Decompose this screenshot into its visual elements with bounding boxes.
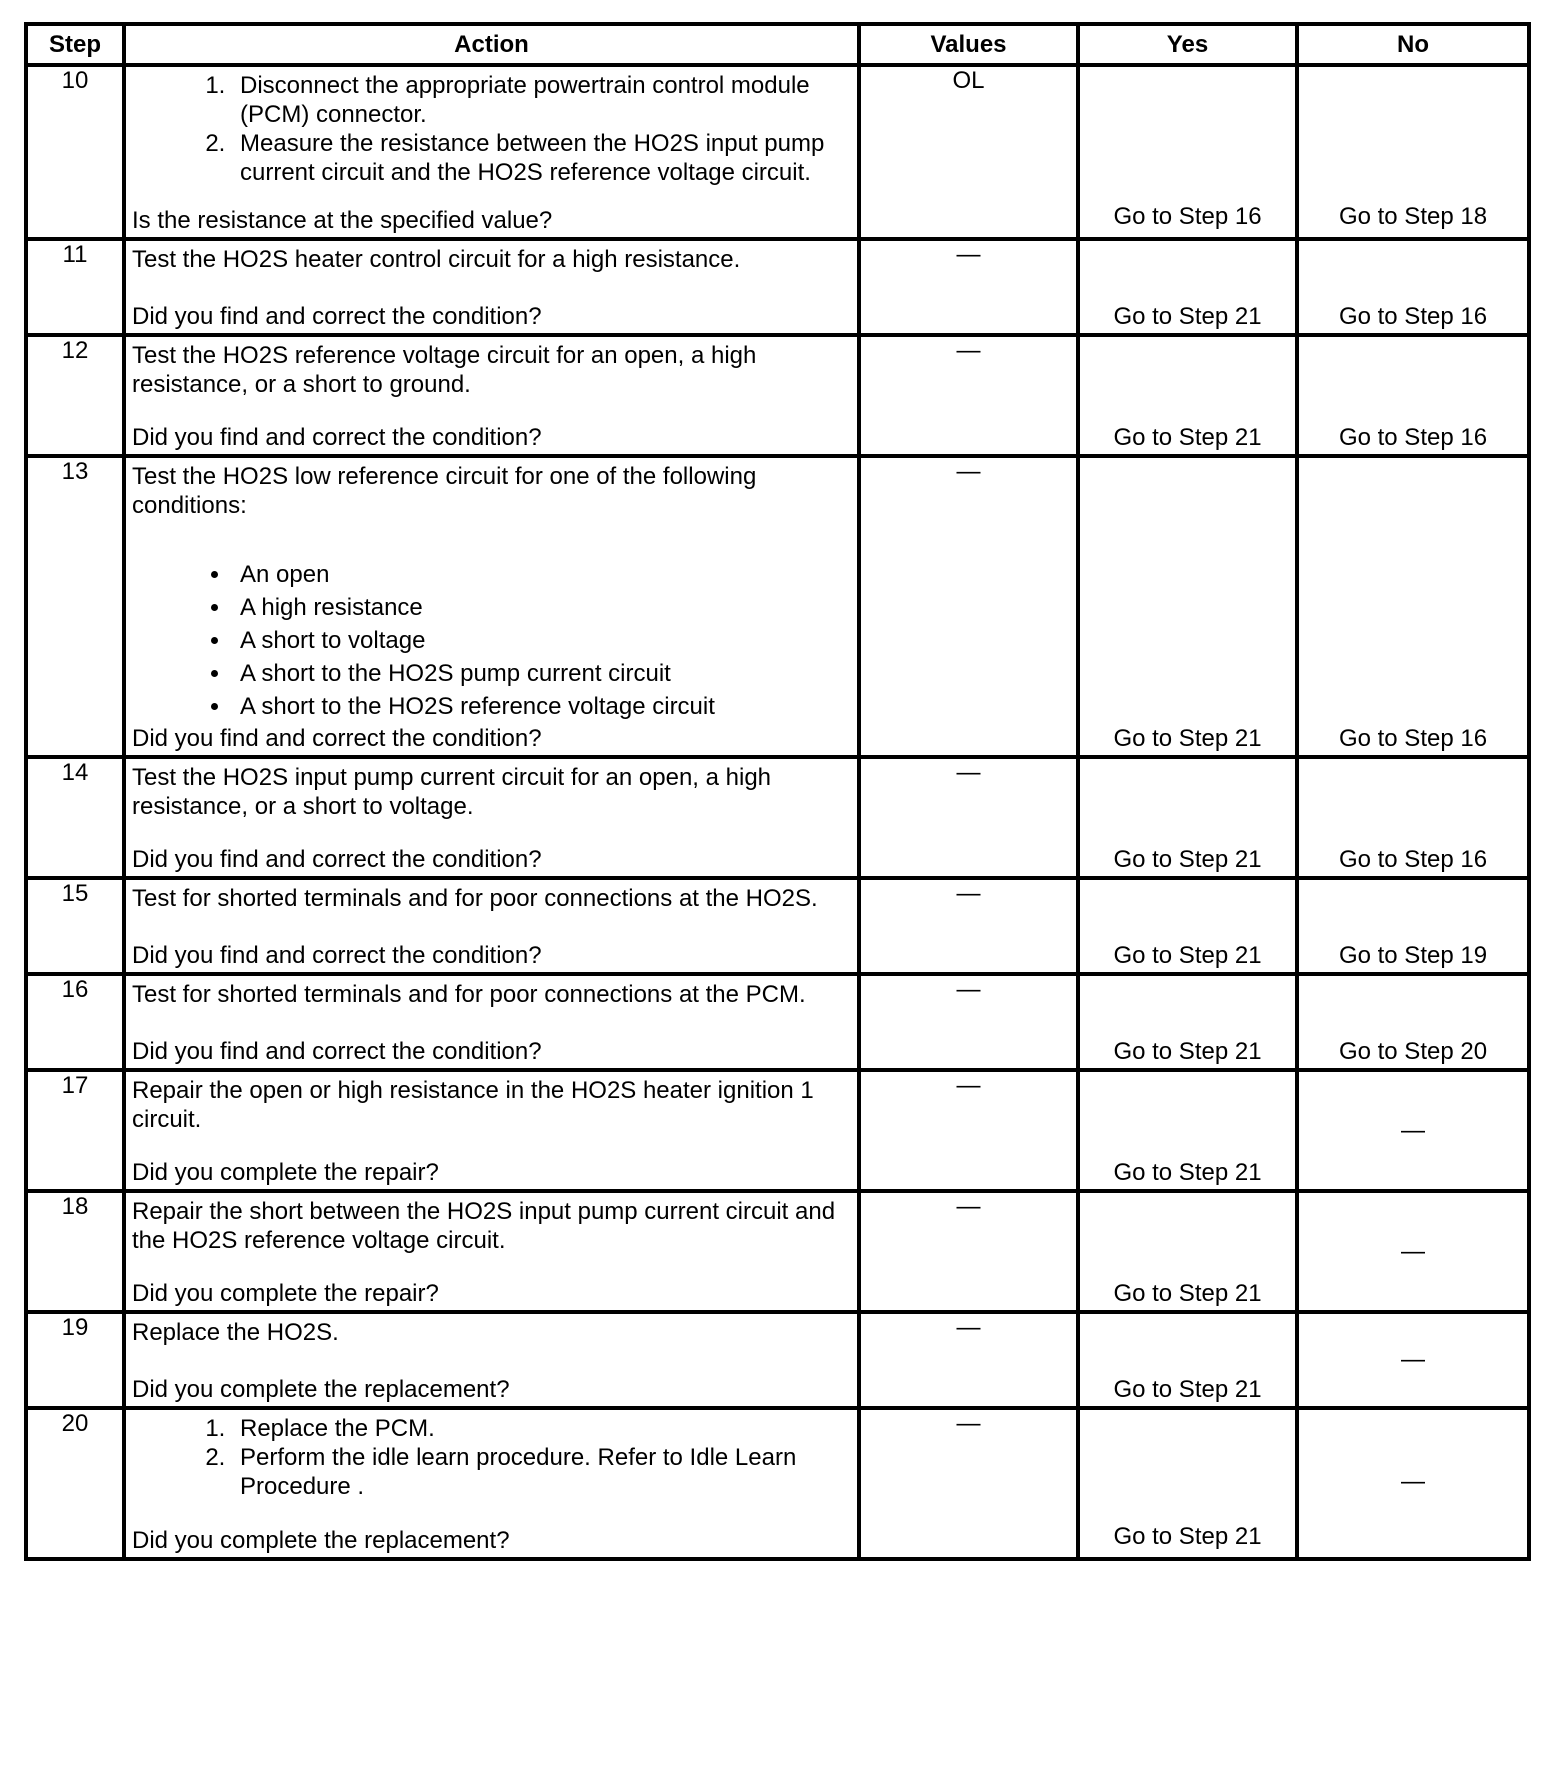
step-number: 18 bbox=[26, 1191, 124, 1312]
yes-cell bbox=[1078, 65, 1297, 239]
condition-item: • An open bbox=[232, 558, 857, 591]
condition-item: • A short to voltage bbox=[232, 624, 857, 657]
values-cell: — bbox=[859, 1070, 1078, 1191]
action-instruction: Test the HO2S input pump current circuit for an open, a high resistance, or a short to voltage. bbox=[132, 764, 772, 820]
step-number: 17 bbox=[26, 1070, 124, 1191]
table-row bbox=[26, 456, 1529, 757]
table-row bbox=[26, 1070, 1529, 1191]
diagnostic-table bbox=[24, 22, 1531, 1561]
no-cell bbox=[1297, 239, 1529, 335]
action-cell bbox=[124, 1191, 859, 1312]
values-cell: — bbox=[859, 1312, 1078, 1408]
action-steps-list bbox=[126, 1414, 857, 1501]
action-question: Did you find and correct the condition? bbox=[132, 424, 542, 451]
condition-item: • A short to the HO2S pump current circuit bbox=[232, 657, 857, 690]
yes-goto-text: Go to Step 21 bbox=[1113, 1523, 1262, 1550]
step-number: 13 bbox=[26, 456, 124, 757]
step-number: 20 bbox=[26, 1408, 124, 1559]
no-goto-text: — bbox=[1401, 1467, 1425, 1495]
table-row bbox=[26, 239, 1529, 335]
no-goto-text: Go to Step 16 bbox=[1338, 725, 1488, 752]
action-content bbox=[126, 241, 857, 333]
values-cell: — bbox=[859, 757, 1078, 878]
action-instruction: Replace the HO2S. bbox=[132, 1319, 339, 1346]
header-values: Values bbox=[859, 24, 1078, 65]
table-row bbox=[26, 757, 1529, 878]
table-row bbox=[26, 335, 1529, 456]
header-yes: Yes bbox=[1078, 24, 1297, 65]
yes-cell bbox=[1078, 1408, 1297, 1559]
step-number: 12 bbox=[26, 335, 124, 456]
action-question: Is the resistance at the specified value? bbox=[132, 207, 553, 234]
yes-goto-text: Go to Step 21 bbox=[1113, 1159, 1262, 1186]
values-cell: — bbox=[859, 974, 1078, 1070]
yes-goto-text: Go to Step 16 bbox=[1113, 203, 1262, 230]
condition-item: • A short to the HO2S reference voltage circuit bbox=[232, 690, 857, 723]
action-content bbox=[126, 759, 857, 876]
yes-cell bbox=[1078, 456, 1297, 757]
condition-item: • A high resistance bbox=[232, 591, 857, 624]
table-row bbox=[26, 1408, 1529, 1559]
action-question: Did you complete the replacement? bbox=[132, 1527, 510, 1554]
action-cell bbox=[124, 1312, 859, 1408]
action-question: Did you find and correct the condition? bbox=[132, 303, 542, 330]
values-cell: OL bbox=[859, 65, 1078, 239]
action-content bbox=[126, 71, 857, 237]
action-instruction: Repair the short between the HO2S input pump current circuit and the HO2S reference voltage circuit. bbox=[132, 1198, 836, 1254]
action-cell bbox=[124, 239, 859, 335]
action-step-item: 1. Disconnect the appropriate powertrain control module (PCM) connector. bbox=[232, 71, 857, 129]
yes-cell bbox=[1078, 757, 1297, 878]
action-instruction: Test the HO2S reference voltage circuit for an open, a high resistance, or a short to ground. bbox=[132, 342, 757, 398]
step-number: 15 bbox=[26, 878, 124, 974]
yes-cell bbox=[1078, 878, 1297, 974]
action-steps-list bbox=[126, 71, 857, 187]
yes-goto-text: Go to Step 21 bbox=[1113, 846, 1262, 873]
action-question: Did you complete the repair? bbox=[132, 1159, 439, 1186]
table-row bbox=[26, 1312, 1529, 1408]
header-action: Action bbox=[124, 24, 859, 65]
no-goto-text: Go to Step 16 bbox=[1338, 424, 1488, 451]
action-content bbox=[126, 1414, 857, 1557]
header-row bbox=[26, 24, 1529, 65]
action-cell bbox=[124, 878, 859, 974]
table-row bbox=[26, 878, 1529, 974]
values-cell: — bbox=[859, 335, 1078, 456]
action-step-item: 2. Measure the resistance between the HO2S input pump current circuit and the HO2S reference voltage circuit. bbox=[232, 129, 857, 187]
yes-goto-text: Go to Step 21 bbox=[1113, 942, 1262, 969]
yes-goto-text: Go to Step 21 bbox=[1113, 424, 1262, 451]
action-content bbox=[126, 458, 857, 755]
action-instruction: Repair the open or high resistance in the HO2S heater ignition 1 circuit. bbox=[132, 1077, 814, 1133]
table-row bbox=[26, 1191, 1529, 1312]
action-content bbox=[126, 1072, 857, 1189]
yes-goto-text: Go to Step 21 bbox=[1113, 1280, 1262, 1307]
yes-cell bbox=[1078, 335, 1297, 456]
action-question: Did you find and correct the condition? bbox=[132, 1038, 542, 1065]
action-instruction: Test for shorted terminals and for poor connections at the HO2S. bbox=[132, 885, 818, 912]
values-cell: — bbox=[859, 1408, 1078, 1559]
values-cell: — bbox=[859, 456, 1078, 757]
action-cell bbox=[124, 335, 859, 456]
no-cell bbox=[1297, 757, 1529, 878]
no-goto-text: — bbox=[1401, 1346, 1425, 1373]
action-content bbox=[126, 337, 857, 454]
action-cell bbox=[124, 65, 859, 239]
no-cell bbox=[1297, 974, 1529, 1070]
action-question: Did you complete the replacement? bbox=[132, 1376, 510, 1403]
no-cell bbox=[1297, 878, 1529, 974]
action-question: Did you find and correct the condition? bbox=[132, 942, 542, 969]
no-cell bbox=[1297, 1408, 1529, 1559]
no-cell bbox=[1297, 1191, 1529, 1312]
action-step-item: 2. Perform the idle learn procedure. Refer to Idle Learn Procedure . bbox=[232, 1443, 857, 1501]
header-step: Step bbox=[26, 24, 124, 65]
action-cell bbox=[124, 757, 859, 878]
yes-cell bbox=[1078, 974, 1297, 1070]
action-content bbox=[126, 1314, 857, 1406]
no-cell bbox=[1297, 335, 1529, 456]
table-row bbox=[26, 974, 1529, 1070]
action-instruction: Test for shorted terminals and for poor connections at the PCM. bbox=[132, 981, 806, 1008]
no-goto-text: Go to Step 16 bbox=[1338, 303, 1488, 330]
yes-goto-text: Go to Step 21 bbox=[1113, 303, 1262, 330]
action-step-item: 1. Replace the PCM. bbox=[232, 1414, 857, 1443]
action-question: Did you find and correct the condition? bbox=[132, 725, 542, 752]
step-number: 11 bbox=[26, 239, 124, 335]
action-cell bbox=[124, 1070, 859, 1191]
action-instruction: Test the HO2S low reference circuit for one of the following conditions: bbox=[132, 463, 757, 519]
action-content bbox=[126, 1193, 857, 1310]
step-number: 16 bbox=[26, 974, 124, 1070]
no-goto-text: Go to Step 16 bbox=[1338, 846, 1488, 873]
values-cell: — bbox=[859, 1191, 1078, 1312]
action-question: Did you complete the repair? bbox=[132, 1280, 439, 1307]
yes-cell bbox=[1078, 1312, 1297, 1408]
action-cell bbox=[124, 1408, 859, 1559]
yes-cell bbox=[1078, 1070, 1297, 1191]
no-goto-text: Go to Step 20 bbox=[1338, 1038, 1488, 1065]
yes-goto-text: Go to Step 21 bbox=[1113, 725, 1262, 752]
values-cell: — bbox=[859, 878, 1078, 974]
header-no: No bbox=[1297, 24, 1529, 65]
no-goto-text: — bbox=[1401, 1116, 1425, 1144]
no-cell bbox=[1297, 65, 1529, 239]
no-cell bbox=[1297, 1070, 1529, 1191]
table-row bbox=[26, 65, 1529, 239]
no-cell bbox=[1297, 456, 1529, 757]
step-number: 19 bbox=[26, 1312, 124, 1408]
no-goto-text: — bbox=[1401, 1237, 1425, 1265]
condition-list bbox=[126, 558, 857, 723]
action-question: Did you find and correct the condition? bbox=[132, 846, 542, 873]
yes-goto-text: Go to Step 21 bbox=[1113, 1038, 1262, 1065]
yes-goto-text: Go to Step 21 bbox=[1113, 1376, 1262, 1403]
step-number: 10 bbox=[26, 65, 124, 239]
action-cell bbox=[124, 456, 859, 757]
step-number: 14 bbox=[26, 757, 124, 878]
no-goto-text: Go to Step 18 bbox=[1338, 203, 1488, 230]
yes-cell bbox=[1078, 1191, 1297, 1312]
action-content bbox=[126, 976, 857, 1068]
values-cell: — bbox=[859, 239, 1078, 335]
action-content bbox=[126, 880, 857, 972]
no-goto-text: Go to Step 19 bbox=[1338, 942, 1488, 969]
yes-cell bbox=[1078, 239, 1297, 335]
no-cell bbox=[1297, 1312, 1529, 1408]
action-instruction: Test the HO2S heater control circuit for a high resistance. bbox=[132, 246, 741, 273]
action-cell bbox=[124, 974, 859, 1070]
